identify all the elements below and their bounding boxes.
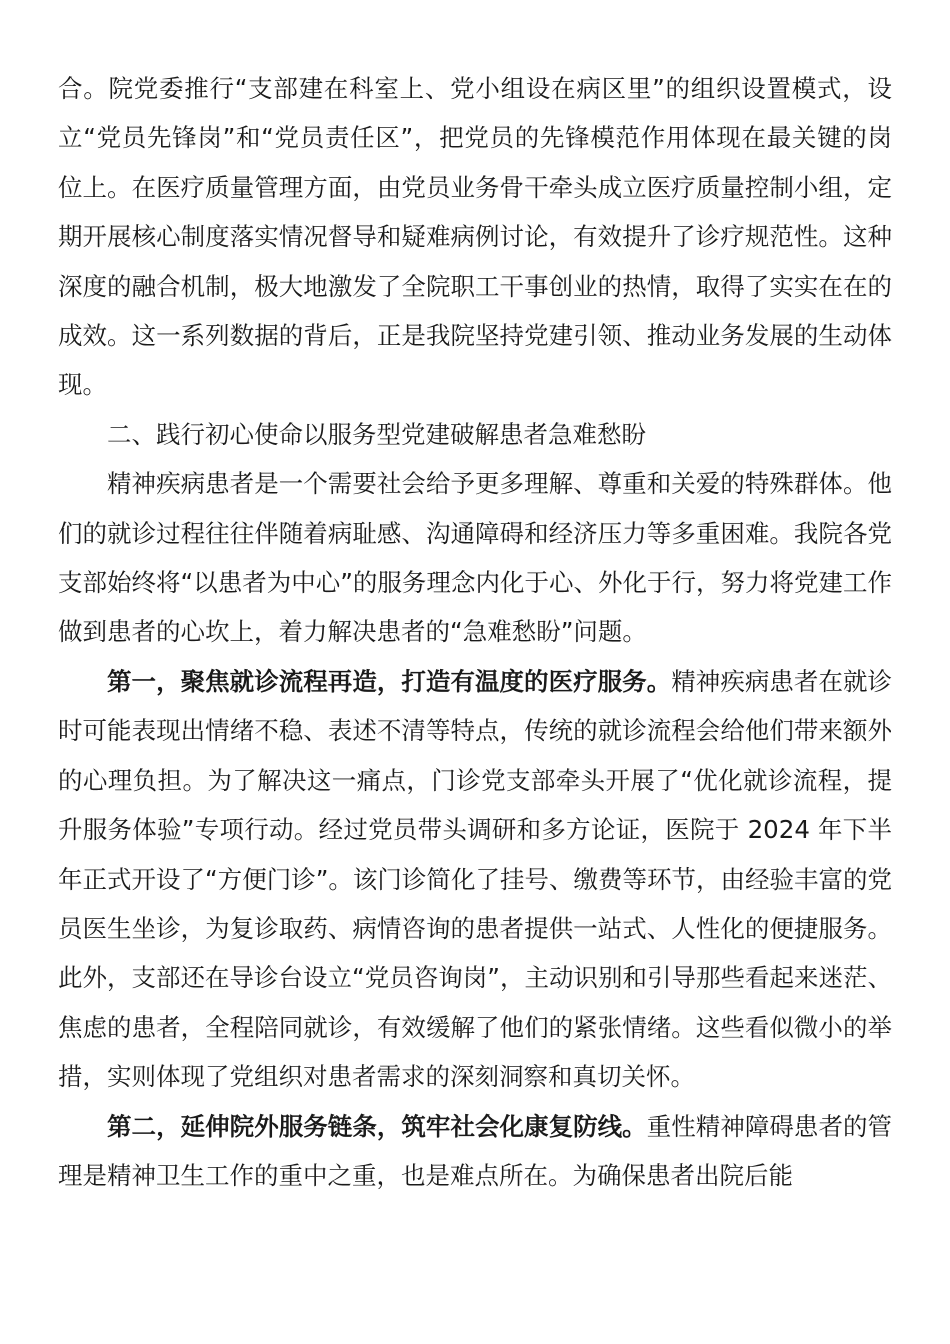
section-heading: 二、践行初心使命以服务型党建破解患者急难愁盼 [107, 419, 646, 449]
body-paragraph-point-1 [58, 657, 892, 1102]
point-1-body: 精神疾病患者在就诊时可能表现出情绪不稳、表述不清等特点，传统的就诊流程会给他们带来额外的心理负担。为了解决这一痛点，门诊党支部牵头开展了“优化就诊流程，提升服务体验”专项行动。经过党员带头调研和多方论证，医院于 2024 年下半年正式开设了“方便门诊”。该门诊简化了挂号、缴费等环节，由经验丰富的党员医生坐诊，为复诊取药、病情咨询的患者提供一站式、人性化的便捷服务。此外，支部还在导诊台设立“党员咨询岗”，主动识别和引导那些看起来迷茫、焦虑的患者，全程陪同就诊，有效缓解了他们的紧张情绪。这些看似微小的举措，实则体现了党组织对患者需求的深刻洞察和真切关怀。 [58, 666, 893, 1092]
point-2-body: 重性精神障碍患者的管理是精神卫生工作的重中之重，也是难点所在。为确保患者出院后能 [58, 1111, 893, 1190]
body-paragraph-intro: 精神疾病患者是一个需要社会给予更多理解、尊重和关爱的特殊群体。他们的就诊过程往往伴随着病耻感、沟通障碍和经济压力等多重困难。我院各党支部始终将“以患者为中心”的服务理念内化于心、外化于行，努力将党建工作做到患者的心坎上，着力解决患者的“急难愁盼”问题。 [58, 469, 892, 647]
point-1-lead: 第一，聚焦就诊流程再造，打造有温度的医疗服务。 [107, 666, 672, 696]
body-paragraph-continued: 合。院党委推行“支部建在科室上、党小组设在病区里”的组织设置模式，设立“党员先锋岗”和“党员责任区”，把党员的先锋模范作用体现在最关键的岗位上。在医疗质量管理方面，由党员业务骨干牵头成立医疗质量控制小组，定期开展核心制度落实情况督导和疑难病例讨论，有效提升了诊疗规范性。这种深度的融合机制，极大地激发了全院职工干事创业的热情，取得了实实在在的成效。这一系列数据的背后，正是我院坚持党建引领、推动业务发展的生动体现。 [58, 74, 892, 400]
point-2-lead: 第二，延伸院外服务链条，筑牢社会化康复防线。 [107, 1111, 647, 1141]
document-page [58, 64, 892, 1200]
body-paragraph-point-2 [58, 1102, 892, 1201]
